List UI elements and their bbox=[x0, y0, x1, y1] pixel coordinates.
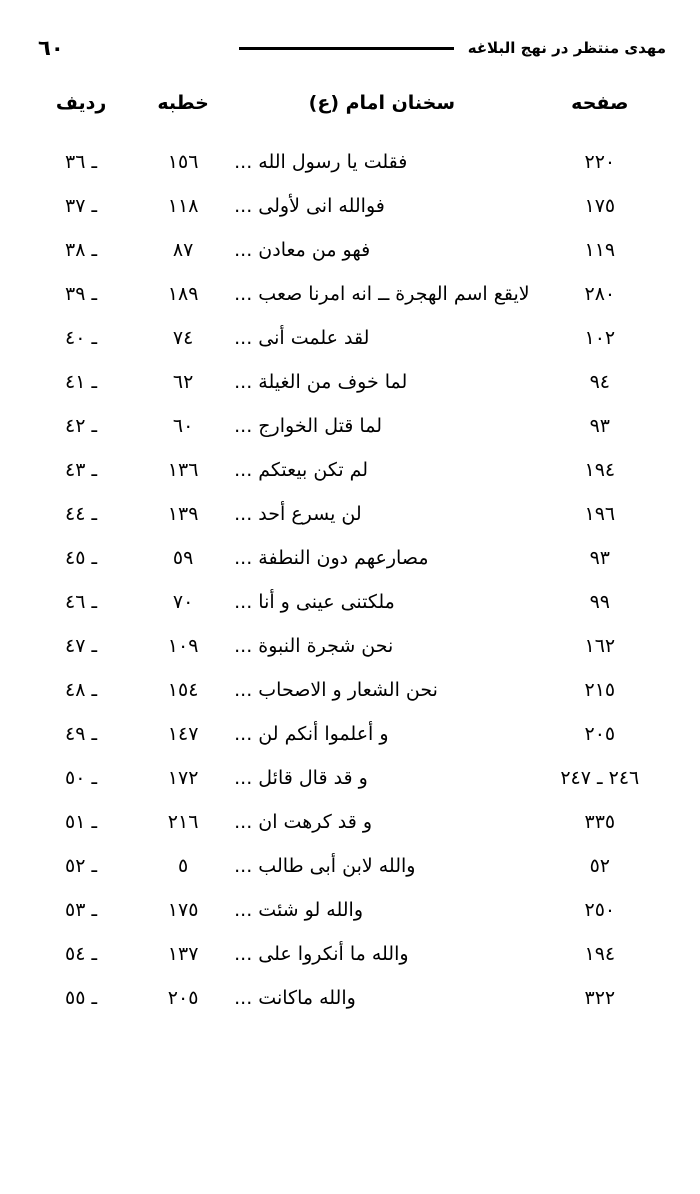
cell-khotbe: ٨٧ bbox=[172, 239, 194, 261]
table-row bbox=[30, 756, 670, 800]
cell-radif: ـ ٥٠ bbox=[65, 767, 98, 789]
cell-radif: ـ ٥٤ bbox=[65, 943, 98, 965]
running-header bbox=[30, 28, 670, 68]
table-row bbox=[30, 800, 670, 844]
cell-radif: ـ ٥٣ bbox=[65, 899, 98, 921]
cell-radif: ـ ٤٦ bbox=[65, 591, 98, 613]
cell-sokhan: لم تكن بيعتكم ... bbox=[234, 459, 369, 481]
cell-sokhan: لايقع اسم الهجرة ــ انه امرنا صعب ... bbox=[234, 283, 530, 305]
table-row bbox=[30, 888, 670, 932]
cell-khotbe: ١٧٥ bbox=[167, 899, 199, 921]
cell-radif: ـ ٣٨ bbox=[65, 239, 98, 261]
cell-sokhan: لما قتل الخوارج ... bbox=[234, 415, 382, 437]
cell-safhe: ٩٣ bbox=[589, 547, 611, 569]
cell-sokhan: لما خوف من الغيلة ... bbox=[234, 371, 408, 393]
table-row bbox=[30, 404, 670, 448]
table-row bbox=[30, 184, 670, 228]
cell-radif: ـ ٤١ bbox=[65, 371, 98, 393]
header-rule bbox=[239, 47, 454, 50]
table-row bbox=[30, 316, 670, 360]
table-row bbox=[30, 140, 670, 184]
cell-radif: ـ ٥١ bbox=[65, 811, 98, 833]
column-header-safhe: صفحه bbox=[571, 92, 629, 114]
cell-sokhan: فوالله انى لأولى ... bbox=[234, 195, 385, 217]
cell-radif: ـ ٤٠ bbox=[65, 327, 98, 349]
table-row bbox=[30, 492, 670, 536]
table-row bbox=[30, 580, 670, 624]
cell-safhe: ١٩٤ bbox=[584, 943, 616, 965]
cell-radif: ـ ٣٩ bbox=[65, 283, 98, 305]
table-row bbox=[30, 228, 670, 272]
cell-safhe: ١٧٥ bbox=[584, 195, 616, 217]
cell-radif: ـ ٤٨ bbox=[65, 679, 98, 701]
table-row bbox=[30, 712, 670, 756]
column-header-khotbe: خطبه bbox=[157, 92, 209, 114]
cell-safhe: ٢٥٠ bbox=[584, 899, 616, 921]
column-header-radif: رديف bbox=[55, 92, 107, 114]
table-row bbox=[30, 448, 670, 492]
table-row bbox=[30, 668, 670, 712]
cell-khotbe: ١٠٩ bbox=[167, 635, 199, 657]
cell-sokhan: والله ما أنكروا على ... bbox=[234, 943, 409, 965]
table-row bbox=[30, 624, 670, 668]
cell-khotbe: ١٣٧ bbox=[167, 943, 199, 965]
cell-khotbe: ٥ bbox=[177, 855, 189, 877]
cell-radif: ـ ٤٣ bbox=[65, 459, 98, 481]
cell-sokhan: و قد كرهت ان ... bbox=[234, 811, 373, 833]
cell-radif: ـ ٤٢ bbox=[65, 415, 98, 437]
cell-radif: ـ ٥٢ bbox=[65, 855, 98, 877]
cell-khotbe: ١٤٧ bbox=[167, 723, 199, 745]
table-row bbox=[30, 932, 670, 976]
cell-safhe: ١١٩ bbox=[584, 239, 616, 261]
cell-khotbe: ٥٩ bbox=[172, 547, 194, 569]
cell-khotbe: ٦٢ bbox=[172, 371, 194, 393]
cell-sokhan: والله لابن أبى طالب ... bbox=[234, 855, 416, 877]
cell-sokhan: و أعلموا أنكم لن ... bbox=[234, 723, 389, 745]
table-body bbox=[30, 140, 670, 1020]
table-head bbox=[30, 82, 670, 140]
column-header-sokhan: سخنان امام (ع) bbox=[308, 92, 456, 114]
cell-khotbe: ٧٤ bbox=[172, 327, 194, 349]
cell-khotbe: ٧٠ bbox=[172, 591, 194, 613]
table-row bbox=[30, 536, 670, 580]
cell-sokhan: ملكتنى عينى و أنا ... bbox=[234, 591, 395, 613]
table-row bbox=[30, 844, 670, 888]
cell-khotbe: ٦٠ bbox=[172, 415, 194, 437]
cell-safhe: ١٠٢ bbox=[584, 327, 616, 349]
cell-radif: ـ ٣٧ bbox=[65, 195, 98, 217]
cell-safhe: ١٩٦ bbox=[584, 503, 616, 525]
cell-sokhan: والله لو شئت ... bbox=[234, 899, 363, 921]
cell-safhe: ٣٢٢ bbox=[584, 987, 616, 1009]
cell-sokhan: نحن شجرة النبوة ... bbox=[234, 635, 394, 657]
cell-safhe: ٢٤٦ ـ ٢٤٧ bbox=[560, 767, 640, 789]
cell-safhe: ١٦٢ bbox=[584, 635, 616, 657]
cell-khotbe: ٢٠٥ bbox=[167, 987, 199, 1009]
book-title: مهدى منتظر در نهج البلاغه bbox=[467, 39, 666, 57]
cell-safhe: ٩٩ bbox=[589, 591, 611, 613]
cell-safhe: ٢٨٠ bbox=[584, 283, 616, 305]
cell-khotbe: ١٣٦ bbox=[167, 459, 199, 481]
cell-sokhan: نحن الشعار و الاصحاب ... bbox=[234, 679, 438, 701]
page-number: ٦٠ bbox=[38, 36, 64, 60]
cell-safhe: ٢٢٠ bbox=[584, 151, 616, 173]
cell-sokhan: فهو من معادن ... bbox=[234, 239, 371, 261]
cell-radif: ـ ٣٦ bbox=[65, 151, 98, 173]
cell-safhe: ٣٣٥ bbox=[584, 811, 616, 833]
table-row bbox=[30, 272, 670, 316]
cell-sokhan: فقلت يا رسول الله ... bbox=[234, 151, 408, 173]
cell-safhe: ٢٠٥ bbox=[584, 723, 616, 745]
table-header-row bbox=[30, 82, 670, 140]
cell-radif: ـ ٥٥ bbox=[65, 987, 98, 1009]
cell-khotbe: ١٥٤ bbox=[167, 679, 199, 701]
cell-radif: ـ ٤٥ bbox=[65, 547, 98, 569]
cell-khotbe: ١٣٩ bbox=[167, 503, 199, 525]
cell-radif: ـ ٤٧ bbox=[65, 635, 98, 657]
table-row bbox=[30, 976, 670, 1020]
table-row bbox=[30, 360, 670, 404]
cell-safhe: ٩٤ bbox=[589, 371, 611, 393]
cell-sokhan: لقد علمت أنى ... bbox=[234, 327, 370, 349]
cell-sokhan: و قد قال قائل ... bbox=[234, 767, 368, 789]
cell-safhe: ٢١٥ bbox=[584, 679, 616, 701]
cell-safhe: ٩٣ bbox=[589, 415, 611, 437]
cell-sokhan: والله ماكانت ... bbox=[234, 987, 356, 1009]
cell-sokhan: مصارعهم دون النطفة ... bbox=[234, 547, 429, 569]
cell-khotbe: ١٥٦ bbox=[167, 151, 199, 173]
cell-khotbe: ١٨٩ bbox=[167, 283, 199, 305]
cell-safhe: ٥٢ bbox=[589, 855, 611, 877]
cell-sokhan: لن يسرع أحد ... bbox=[234, 503, 362, 525]
cell-radif: ـ ٤٩ bbox=[65, 723, 98, 745]
cell-safhe: ١٩٤ bbox=[584, 459, 616, 481]
cell-khotbe: ٢١٦ bbox=[167, 811, 199, 833]
cell-radif: ـ ٤٤ bbox=[65, 503, 98, 525]
contents-table bbox=[30, 82, 670, 1020]
cell-khotbe: ١٧٢ bbox=[167, 767, 199, 789]
cell-khotbe: ١١٨ bbox=[167, 195, 199, 217]
